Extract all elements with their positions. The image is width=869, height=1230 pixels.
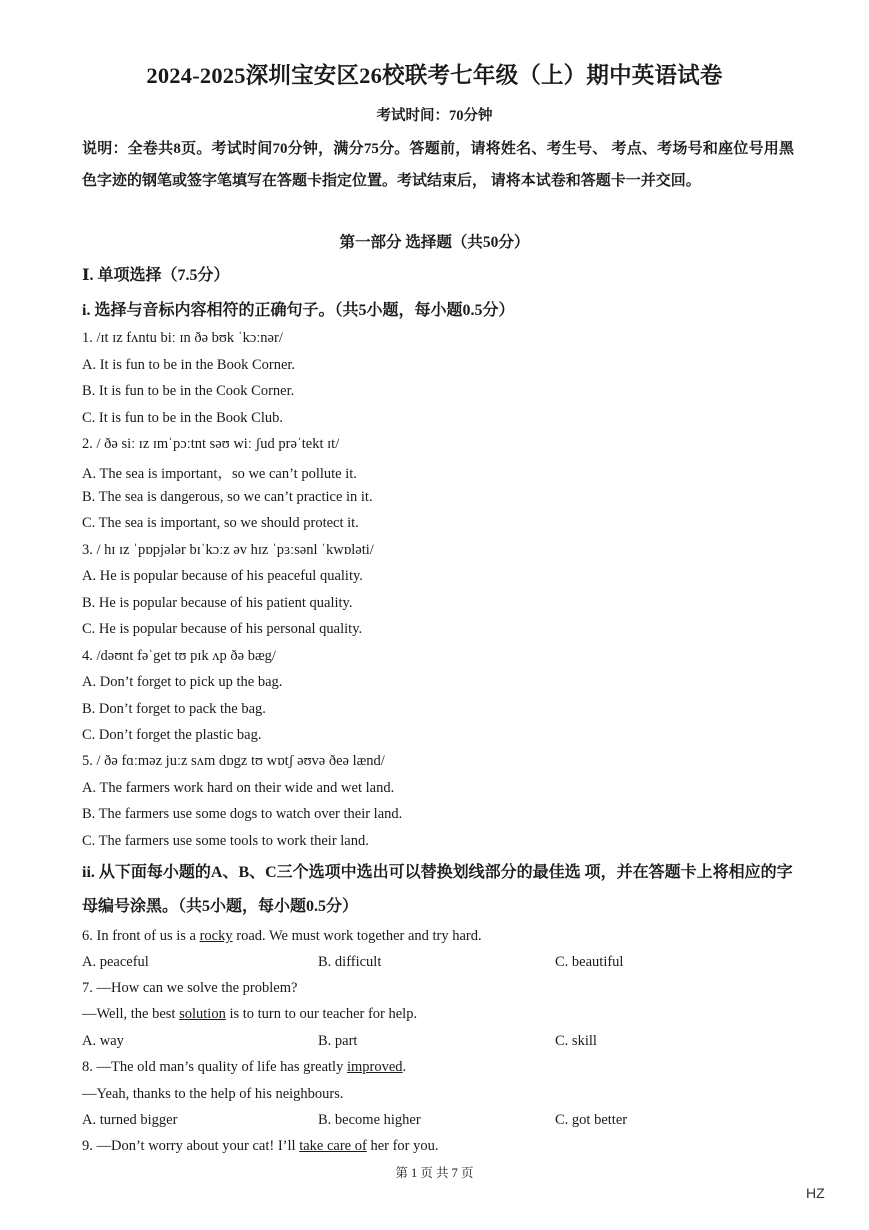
question-2-option-a: A. The sea is important，so we can’t pollute it.	[82, 466, 357, 482]
question-8-option-b: B. become higher	[318, 1112, 421, 1128]
corner-mark: HZ	[806, 1185, 825, 1201]
question-7-option-b: B. part	[318, 1033, 358, 1049]
question-8-option-c: C. got better	[555, 1112, 628, 1128]
question-8-line-2: —Yeah, thanks to the help of his neighbours.	[82, 1086, 344, 1102]
question-6-option-b: B. difficult	[318, 954, 382, 970]
question-9-text-post: her for you.	[366, 1138, 439, 1154]
subsection-heading-ii: ii. 从下面每小题的A、B、C三个选项中选出可以替换划线部分的最佳选 项，并在答题卡上将相应的字母编号涂黑。（共5小题，每小题0.5分）	[82, 864, 793, 915]
question-7-line-1: 7. —How can we solve the problem?	[82, 980, 298, 996]
question-5-option-a: A. The farmers work hard on their wide and wet land.	[82, 780, 395, 796]
page-footer: 第 1 页 共 7 页	[395, 1166, 474, 1180]
question-6-stem	[82, 928, 482, 945]
question-3-option-a: A. He is popular because of his peaceful quality.	[82, 568, 363, 584]
question-2-option-b: B. The sea is dangerous, so we can’t practice in it.	[82, 489, 373, 505]
question-5-option-c: C. The farmers use some tools to work their land.	[82, 833, 369, 849]
question-2-option-c: C. The sea is important, so we should protect it.	[82, 515, 359, 531]
question-3-option-b: B. He is popular because of his patient quality.	[82, 595, 353, 611]
question-5-option-b: B. The farmers use some dogs to watch over their land.	[82, 806, 403, 822]
question-6-option-a: A. peaceful	[82, 954, 149, 970]
question-6-option-c: C. beautiful	[555, 954, 624, 970]
question-7-option-a: A. way	[82, 1033, 124, 1049]
question-7-line-2	[82, 1006, 417, 1023]
question-7-option-c: C. skill	[555, 1033, 597, 1049]
question-7-text-post: is to turn to our teacher for help.	[225, 1006, 418, 1022]
question-8-underlined: improved	[346, 1059, 403, 1075]
exam-title: 2024-2025深圳宝安区26校联考七年级（上）期中英语试卷	[146, 63, 723, 88]
question-6-text-pre: 6. In front of us is a	[82, 928, 200, 944]
question-4-option-a: A. Don’t forget to pick up the bag.	[82, 674, 283, 690]
question-2-stem: 2. / ðə siː ɪz ɪmˈpɔːtnt səʊ wiː ʃud prəˈtekt ɪt/	[82, 436, 340, 452]
question-1-option-c: C. It is fun to be in the Book Club.	[82, 410, 283, 426]
question-8-text-pre: 8. —The old man’s quality of life has greatly	[82, 1059, 347, 1075]
section-heading: Ⅰ. 单项选择（7.5分）	[82, 267, 230, 284]
question-1-stem: 1. /ɪt ɪz fʌntu biː ɪn ðə bʊk ˈkɔːnər/	[82, 330, 283, 346]
question-1-option-a: A. It is fun to be in the Book Corner.	[82, 357, 296, 373]
question-9-underlined: take care of	[299, 1138, 367, 1154]
question-5-stem: 5. / ðə fɑːməz juːz sʌm dɒgz tʊ wɒtʃ əʊvə ðeə lænd/	[82, 753, 385, 769]
question-4-option-c: C. Don’t forget the plastic bag.	[82, 727, 262, 743]
question-4-stem: 4. /dəʊnt fəˈget tʊ pɪk ʌp ðə bæg/	[82, 648, 276, 664]
subsection-heading-i: i. 选择与音标内容相符的正确句子。（共5小题，每小题0.5分）	[82, 302, 515, 319]
question-8-option-a: A. turned bigger	[82, 1112, 178, 1128]
part-title: 第一部分 选择题（共50分）	[339, 234, 530, 251]
exam-time: 考试时间：70分钟	[376, 108, 493, 124]
question-8-text-post: .	[402, 1059, 407, 1075]
question-1-option-b: B. It is fun to be in the Cook Corner.	[82, 383, 295, 399]
question-3-option-c: C. He is popular because of his personal quality.	[82, 621, 363, 637]
question-9-text-pre: 9. —Don’t worry about your cat! I’ll	[82, 1138, 300, 1154]
question-7-underlined: solution	[179, 1006, 226, 1022]
question-6-text-post: road. We must work together and try hard.	[232, 928, 482, 944]
question-9-stem	[82, 1138, 438, 1155]
question-8-line-1	[82, 1059, 406, 1076]
question-6-underlined: rocky	[199, 928, 233, 944]
question-3-stem: 3. / hɪ ɪz ˈpɒpjələr bɪˈkɔːz əv hɪz ˈpɜːsənl ˈkwɒləti/	[82, 542, 374, 558]
question-7-text-pre: —Well, the best	[82, 1006, 180, 1022]
question-4-option-b: B. Don’t forget to pack the bag.	[82, 701, 266, 717]
exam-instructions: 说明：全卷共8页。考试时间70分钟，满分75分。答题前，请将姓名、考生号、 考点、考场号和座位号用黑色字迹的钢笔或签字笔填写在答题卡指定位置。考试结束后， 请将本试卷和答题卡一并交回。	[82, 141, 794, 189]
